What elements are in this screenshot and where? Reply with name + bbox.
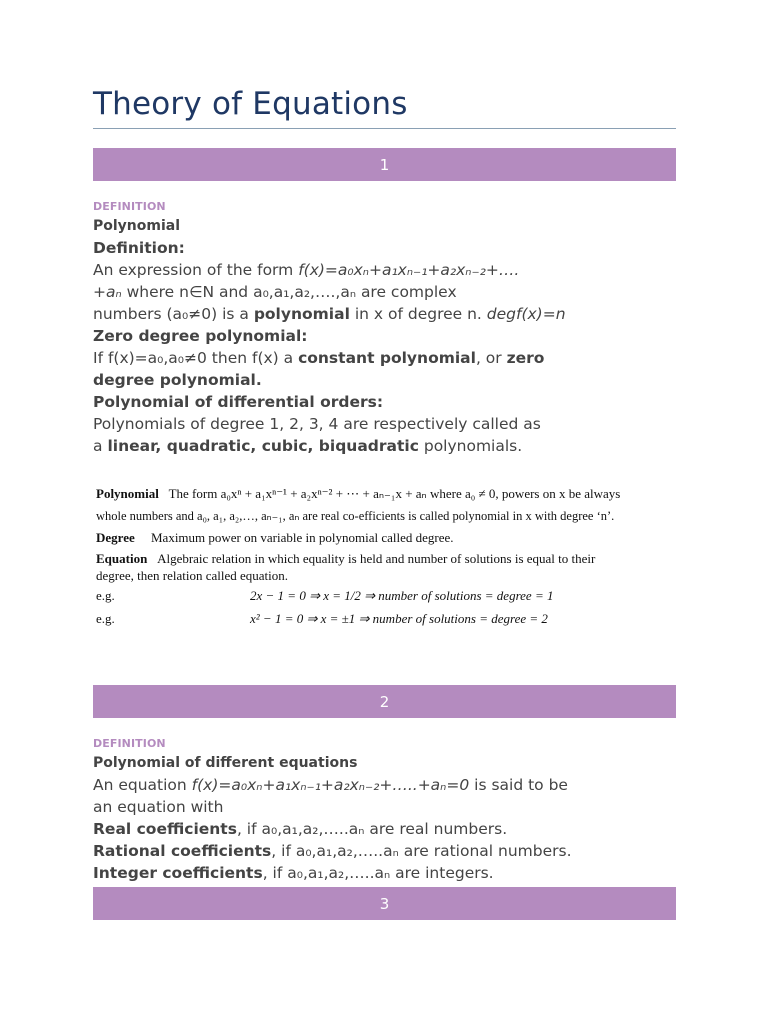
section-2-body <box>93 774 683 884</box>
section-band-2: 2 <box>93 685 676 718</box>
fig-degree-term: Degree <box>96 530 135 545</box>
fig-degree-text: Maximum power on variable in polynomial called degree. <box>150 530 454 545</box>
equation-text-line2: an equation with <box>93 798 224 816</box>
orders-heading: Polynomial of differential orders: <box>93 393 384 411</box>
orders-text-post: polynomials. <box>418 437 523 455</box>
section-subtitle: Polynomial <box>93 218 181 234</box>
orders-text: Polynomials of degree 1, 2, 3, 4 are respectively called as <box>93 415 541 433</box>
fig-equation-text-2: degree, then relation called equation. <box>96 568 289 583</box>
zero-term: zero <box>506 349 545 367</box>
polynomial-term: polynomial <box>253 305 350 323</box>
section-tag: DEFINITION <box>93 200 166 213</box>
definition-text: An expression of the form <box>93 261 299 279</box>
definition-degree-text: in x of degree n. <box>349 305 487 323</box>
zero-degree-term: degree polynomial. <box>93 371 262 389</box>
fig-eg2-formula: x² − 1 = 0 ⇒ x = ±1 ⇒ number of solutions = degree = 2 <box>250 611 548 626</box>
zero-degree-or: , or <box>475 349 507 367</box>
equation-formula: f(x)=a₀xₙ+a₁xₙ₋₁+a₂xₙ₋₂+…..+aₙ=0 <box>191 776 470 794</box>
definition-heading: Definition: <box>93 239 185 257</box>
page-title: Theory of Equations <box>93 86 408 122</box>
section-1-body <box>93 237 683 457</box>
orders-text-pre: a <box>93 437 108 455</box>
fig-eg1-formula: 2x − 1 = 0 ⇒ x = 1/2 ⇒ number of solutions = degree = 1 <box>250 588 554 603</box>
integer-coefficients-term: Integer coefficients <box>93 864 263 882</box>
rational-coefficients-term: Rational coefficients <box>93 842 272 860</box>
zero-degree-heading: Zero degree polynomial: <box>93 327 308 345</box>
rational-coefficients-text: , if a₀,a₁,a₂,…..aₙ are rational numbers. <box>271 842 572 860</box>
fig-equation-text: Algebraic relation in which equality is held and number of solutions is equal to their <box>157 551 596 566</box>
section-tag: DEFINITION <box>93 737 166 750</box>
definition-text-cont: where n∈N and a₀,a₁,a₂,….,aₙ are complex <box>121 283 457 301</box>
definition-text-line3: numbers (a₀≠0) is a <box>93 305 254 323</box>
equation-text-post: is said to be <box>469 776 568 794</box>
zero-degree-text: If f(x)=a₀,a₀≠0 then f(x) a <box>93 349 299 367</box>
section-subtitle: Polynomial of different equations <box>93 755 358 771</box>
equation-text: An equation <box>93 776 192 794</box>
fig-equation-term: Equation <box>96 551 148 566</box>
orders-names: linear, quadratic, cubic, biquadratic <box>107 437 419 455</box>
constant-polynomial-term: constant polynomial <box>298 349 476 367</box>
real-coefficients-text: , if a₀,a₁,a₂,…..aₙ are real numbers. <box>236 820 508 838</box>
fig-polynomial-term: Polynomial <box>96 486 159 501</box>
fig-eg1-label: e.g. <box>96 588 115 603</box>
integer-coefficients-text: , if a₀,a₁,a₂,…..aₙ are integers. <box>262 864 494 882</box>
real-coefficients-term: Real coefficients <box>93 820 237 838</box>
fig-polynomial-text: The form a₀xⁿ + a₁xⁿ⁻¹ + a₂xⁿ⁻² + ⋯ + aₙ₋₁x + aₙ where a₀ ≠ 0, powers on x be always <box>168 486 621 501</box>
section-band-3: 3 <box>93 887 676 920</box>
polynomial-formula: f(x)=a₀xₙ+a₁xₙ₋₁+a₂xₙ₋₂+…. <box>298 261 520 279</box>
section-band-1: 1 <box>93 148 676 181</box>
polynomial-formula-cont: +aₙ <box>93 283 122 301</box>
title-divider <box>93 128 676 129</box>
fig-eg2-label: e.g. <box>96 611 115 626</box>
degree-formula: degf(x)=n <box>486 305 566 323</box>
fig-polynomial-text-2: whole numbers and a₀, a₁, a₂,…, aₙ₋₁, aₙ are real co-efficients is called polynomial in x with degree ‘n’. <box>96 509 615 523</box>
